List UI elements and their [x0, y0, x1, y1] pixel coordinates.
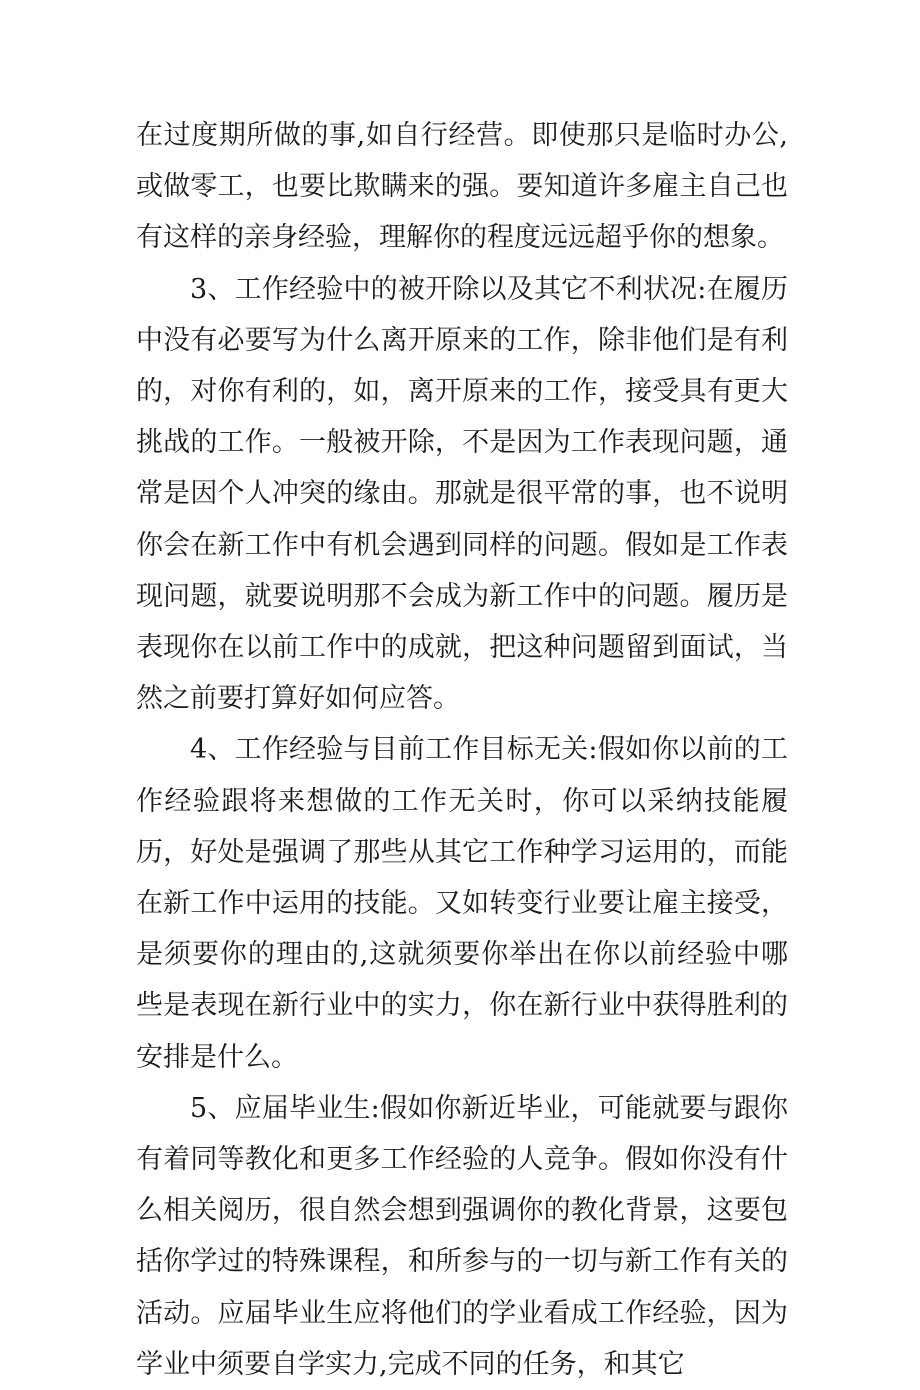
paragraph-item-5: 5、应届毕业生:假如你新近毕业，可能就要与跟你有着同等教化和更多工作经验的人竞争。假如你没有什么相关阅历，很自然会想到强调你的教化背景，这要包括你学过的特殊课程，和所参与的一切与新工作有关的活动。应届毕业生应将他们的学业看成工作经验，因为学业中须要自学实力,完成不同的任务，和其它	[136, 1092, 788, 1380]
paragraph-item-3: 3、工作经验中的被开除以及其它不利状况:在履历中没有必要写为什么离开原来的工作，除非他们是有利的，对你有利的，如，离开原来的工作，接受具有更大挑战的工作。一般被开除，不是因为工作表现问题，通常是因个人冲突的缘由。那就是很平常的事，也不说明你会在新工作中有机会遇到同样的问题。假如是工作表现问题，就要说明那不会成为新工作中的问题。履历是表现你在以前工作中的成就，把这种问题留到面试，当然之前要打算好如何应答。	[136, 273, 788, 715]
paragraph-continued: 在过度期所做的事,如自行经营。即使那只是临时办公,或做零工，也要比欺瞒来的强。要知道许多雇主自己也有这样的亲身经验，理解你的程度远远超乎你的想象。	[136, 120, 788, 254]
paragraph-item-4: 4、工作经验与目前工作目标无关:假如你以前的工作经验跟将来想做的工作无关时，你可以采纳技能履历，好处是强调了那些从其它工作种学习运用的，而能在新工作中运用的技能。又如转变行业要让雇主接受，是须要你的理由的,这就须要你举出在你以前经验中哪些是表现在新行业中的实力，你在新行业中获得胜利的安排是什么。	[136, 734, 788, 1073]
body-text	[136, 110, 788, 1390]
